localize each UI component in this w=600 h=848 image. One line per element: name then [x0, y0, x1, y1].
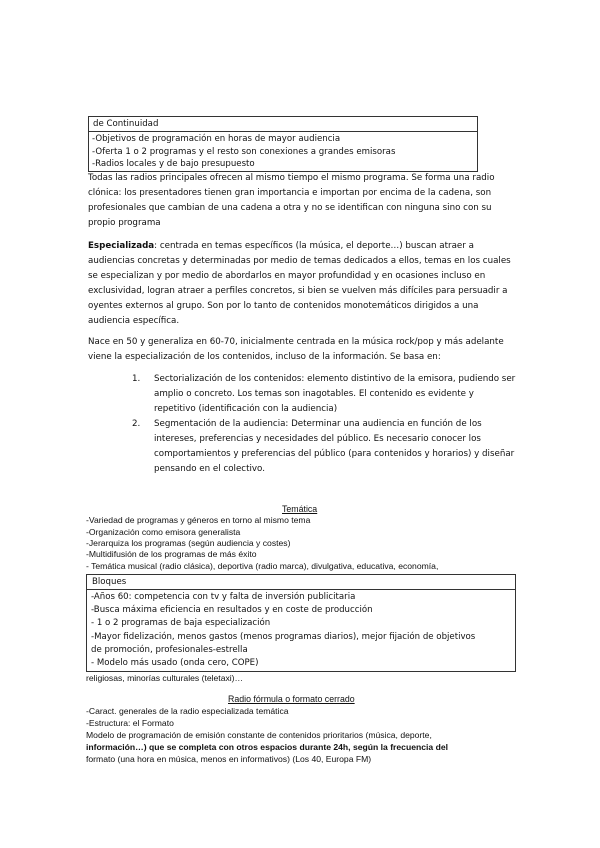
table-row: -Radios locales y de bajo presupuesto: [92, 159, 255, 169]
formula-line: Modelo de programación de emisión constante de contenidos prioritarios (música, deporte,: [86, 730, 432, 740]
paragraph-text: Todas las radios principales ofrecen al mismo tiempo el mismo programa. Se forma una radio clónica: los presentadores tienen gran importancia e importan por encima de la cadena, son profesionales que cambian de una cadena a otra y no se identifican con ninguna sino con su propio programa: [88, 173, 495, 228]
list-item: [132, 417, 518, 477]
tematica-line: -Multidifusión de los programas de más éxito: [86, 549, 257, 559]
formula-heading: Radio fórmula o formato cerrado: [228, 694, 355, 704]
formula-line: -Caract. generales de la radio especializada temática: [86, 706, 289, 716]
formula-line: -Estructura: el Formato: [86, 718, 174, 728]
especializada-text: : centrada en temas específicos (la música, el deporte…) buscan atraer a audiencias concretas y determinadas por medio de temas dedicados a ellos, temas en los cuales se especializan y por medio de abordarlos en mayor profundidad y en ocasiones incluso en exclusividad, logran atraer a perfiles concretos, si bien se vuelven más difíciles para persuadir a oyentes externos al grupo. Son por lo tanto de contenidos monotemáticos dirigidos a una audiencia específica.: [88, 241, 511, 326]
table-row: - Modelo más usado (onda cero, COPE): [91, 658, 259, 668]
table-row: -Oferta 1 o 2 programas y el resto son conexiones a grandes emisoras: [92, 147, 396, 157]
table-title-row: de Continuidad: [93, 119, 159, 129]
tematica-heading: Temática: [282, 504, 318, 514]
list-item: [132, 372, 518, 417]
table-row: -Objetivos de programación en horas de mayor audiencia: [92, 134, 341, 144]
tematica-line: -Jerarquiza los programas (según audiencia y costes): [86, 538, 291, 548]
term-especializada: Especializada: [88, 241, 155, 251]
tematica-line: -Variedad de programas y géneros en torno al mismo tema: [86, 515, 311, 525]
paragraph-continuidad: [88, 171, 516, 231]
list-number: 1.: [132, 374, 141, 384]
table-divider: [89, 131, 477, 132]
numbered-list: [132, 372, 518, 477]
formula-line: [86, 742, 448, 753]
paragraph-nace: [88, 335, 516, 365]
tematica-line: - Temática musical (radio clásica), deportiva (radio marca), divulgativa, educativa, economía,: [86, 561, 439, 571]
table-row: de promoción, profesionales-estrella: [91, 645, 248, 655]
list-item-text: Segmentación de la audiencia: Determinar una audiencia en función de los intereses, preferencias y necesidades del público. Es necesario conocer los comportamientos y preferencias del público (para contenidos y horarios) y diseñar pensando en el colectivo.: [154, 419, 515, 474]
continuidad-table: [88, 116, 478, 172]
list-item-text: Sectorialización de los contenidos: elemento distintivo de la emisora, pudiendo ser amplio o concreto. Los temas son inagotables. El contenido es evidente y repetitivo (identificación con la audiencia): [154, 374, 516, 414]
table-row: - 1 o 2 programas de baja especialización: [91, 618, 271, 628]
table-title-row: Bloques: [92, 577, 127, 587]
bloques-table: [86, 574, 516, 672]
tematica-line: -Organización como emisora generalista: [86, 527, 241, 537]
religiosas-line: religiosas, minorías culturales (teletaxi)…: [86, 673, 244, 683]
table-row: -Busca máxima eficiencia en resultados y en coste de producción: [91, 605, 373, 615]
table-row: -Años 60: competencia con tv y falta de inversión publicitaria: [91, 592, 356, 602]
table-divider: [87, 589, 515, 590]
formula-line-bold: información…) que se completa con otros espacios durante 24h, según la frecuencia del: [86, 742, 448, 752]
formula-line: formato (una hora en música, menos en informativos) (Los 40, Europa FM): [86, 754, 372, 764]
list-number: 2.: [132, 419, 141, 429]
table-row: -Mayor fidelización, menos gastos (menos programas diarios), mejor fijación de objetivos: [91, 632, 476, 642]
paragraph-text: Nace en 50 y generaliza en 60-70, inicialmente centrada en la música rock/pop y más adelante viene la especialización de los contenidos, incluso de la información. Se basa en:: [88, 337, 504, 362]
paragraph-especializada: [88, 239, 516, 329]
